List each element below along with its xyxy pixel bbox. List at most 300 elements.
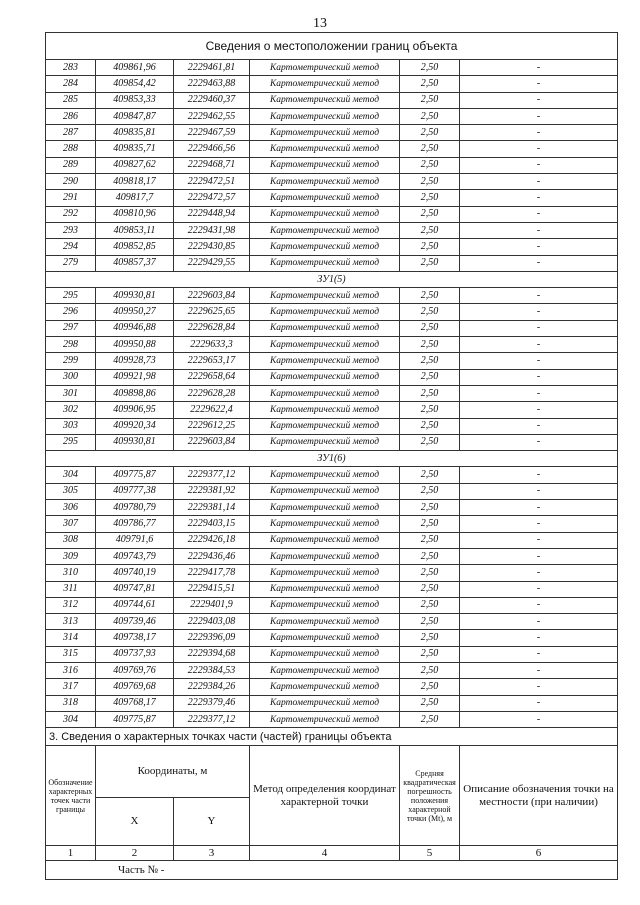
description: - bbox=[460, 222, 618, 238]
coord-x: 409739,46 bbox=[96, 614, 174, 630]
coord-y: 2229384,53 bbox=[174, 662, 250, 678]
point-number: 296 bbox=[46, 304, 96, 320]
description: - bbox=[460, 646, 618, 662]
description: - bbox=[460, 304, 618, 320]
point-number: 292 bbox=[46, 206, 96, 222]
description: - bbox=[460, 483, 618, 499]
accuracy: 2,50 bbox=[400, 581, 460, 597]
point-number: 313 bbox=[46, 614, 96, 630]
point-number: 311 bbox=[46, 581, 96, 597]
method: Картометрический метод bbox=[250, 369, 400, 385]
coord-y: 2229612,25 bbox=[174, 418, 250, 434]
accuracy: 2,50 bbox=[400, 320, 460, 336]
description: - bbox=[460, 369, 618, 385]
accuracy: 2,50 bbox=[400, 288, 460, 304]
boundary-table bbox=[45, 32, 618, 728]
description: - bbox=[460, 190, 618, 206]
accuracy: 2,50 bbox=[400, 125, 460, 141]
accuracy: 2,50 bbox=[400, 76, 460, 92]
header-accuracy: Средняя квадратическая погрешность положения характерной точки (Мt), м bbox=[400, 746, 460, 846]
accuracy: 2,50 bbox=[400, 255, 460, 271]
coord-y: 2229628,28 bbox=[174, 385, 250, 401]
accuracy: 2,50 bbox=[400, 369, 460, 385]
point-number: 315 bbox=[46, 646, 96, 662]
table-row bbox=[46, 337, 618, 353]
description: - bbox=[460, 141, 618, 157]
coord-y: 2229417,78 bbox=[174, 565, 250, 581]
table-row bbox=[46, 467, 618, 483]
description: - bbox=[460, 548, 618, 564]
table-row bbox=[46, 108, 618, 124]
table-row bbox=[46, 157, 618, 173]
method: Картометрический метод bbox=[250, 630, 400, 646]
point-number: 286 bbox=[46, 108, 96, 124]
point-number: 291 bbox=[46, 190, 96, 206]
coord-x: 409835,81 bbox=[96, 125, 174, 141]
coord-x: 409786,77 bbox=[96, 516, 174, 532]
coord-x: 409744,61 bbox=[96, 597, 174, 613]
method: Картометрический метод bbox=[250, 646, 400, 662]
point-number: 308 bbox=[46, 532, 96, 548]
section3-header-row bbox=[46, 746, 618, 798]
coord-y: 2229462,55 bbox=[174, 108, 250, 124]
table-row bbox=[46, 418, 618, 434]
method: Картометрический метод bbox=[250, 92, 400, 108]
point-number: 300 bbox=[46, 369, 96, 385]
method: Картометрический метод bbox=[250, 467, 400, 483]
header-method: Метод определения координат характерной точки bbox=[250, 746, 400, 846]
method: Картометрический метод bbox=[250, 434, 400, 450]
table-row bbox=[46, 369, 618, 385]
point-number: 304 bbox=[46, 467, 96, 483]
accuracy: 2,50 bbox=[400, 108, 460, 124]
description: - bbox=[460, 434, 618, 450]
coord-x: 409835,71 bbox=[96, 141, 174, 157]
description: - bbox=[460, 565, 618, 581]
method: Картометрический метод bbox=[250, 353, 400, 369]
coord-y: 2229415,51 bbox=[174, 581, 250, 597]
description: - bbox=[460, 418, 618, 434]
coord-y: 2229603,84 bbox=[174, 288, 250, 304]
coord-x: 409921,98 bbox=[96, 369, 174, 385]
table-row bbox=[46, 483, 618, 499]
accuracy: 2,50 bbox=[400, 385, 460, 401]
method: Картометрический метод bbox=[250, 141, 400, 157]
coord-y: 2229396,09 bbox=[174, 630, 250, 646]
coord-x: 409946,88 bbox=[96, 320, 174, 336]
description: - bbox=[460, 76, 618, 92]
coord-y: 2229622,4 bbox=[174, 402, 250, 418]
part-label: Часть № - bbox=[118, 864, 165, 877]
group-label: ЗУ1(6) bbox=[46, 451, 618, 467]
accuracy: 2,50 bbox=[400, 304, 460, 320]
table-row bbox=[46, 60, 618, 76]
accuracy: 2,50 bbox=[400, 418, 460, 434]
coord-x: 409769,68 bbox=[96, 679, 174, 695]
point-number: 290 bbox=[46, 174, 96, 190]
accuracy: 2,50 bbox=[400, 434, 460, 450]
description: - bbox=[460, 500, 618, 516]
method: Картометрический метод bbox=[250, 532, 400, 548]
method: Картометрический метод bbox=[250, 500, 400, 516]
description: - bbox=[460, 597, 618, 613]
accuracy: 2,50 bbox=[400, 239, 460, 255]
method: Картометрический метод bbox=[250, 402, 400, 418]
section-title: Сведения о местоположении границ объекта bbox=[46, 33, 618, 60]
accuracy: 2,50 bbox=[400, 711, 460, 727]
part-row bbox=[46, 861, 618, 880]
column-number: 2 bbox=[96, 846, 174, 861]
table-row bbox=[46, 385, 618, 401]
method: Картометрический метод bbox=[250, 108, 400, 124]
method: Картометрический метод bbox=[250, 385, 400, 401]
point-number: 285 bbox=[46, 92, 96, 108]
table-row bbox=[46, 222, 618, 238]
coord-y: 2229460,37 bbox=[174, 92, 250, 108]
description: - bbox=[460, 532, 618, 548]
coord-x: 409847,87 bbox=[96, 108, 174, 124]
point-number: 316 bbox=[46, 662, 96, 678]
description: - bbox=[460, 239, 618, 255]
method: Картометрический метод bbox=[250, 157, 400, 173]
column-number: 5 bbox=[400, 846, 460, 861]
coord-x: 409950,88 bbox=[96, 337, 174, 353]
column-number: 4 bbox=[250, 846, 400, 861]
coord-x: 409780,79 bbox=[96, 500, 174, 516]
column-number: 6 bbox=[460, 846, 618, 861]
column-number-row bbox=[46, 846, 618, 861]
coord-y: 2229633,3 bbox=[174, 337, 250, 353]
coord-y: 2229430,85 bbox=[174, 239, 250, 255]
description: - bbox=[460, 353, 618, 369]
coord-x: 409920,34 bbox=[96, 418, 174, 434]
method: Картометрический метод bbox=[250, 597, 400, 613]
description: - bbox=[460, 402, 618, 418]
coord-y: 2229377,12 bbox=[174, 711, 250, 727]
coord-x: 409853,11 bbox=[96, 222, 174, 238]
description: - bbox=[460, 108, 618, 124]
description: - bbox=[460, 157, 618, 173]
coord-x: 409930,81 bbox=[96, 434, 174, 450]
method: Картометрический метод bbox=[250, 695, 400, 711]
table-row bbox=[46, 434, 618, 450]
accuracy: 2,50 bbox=[400, 483, 460, 499]
description: - bbox=[460, 385, 618, 401]
coord-y: 2229403,08 bbox=[174, 614, 250, 630]
description: - bbox=[460, 581, 618, 597]
coord-y: 2229628,84 bbox=[174, 320, 250, 336]
coord-x: 409852,85 bbox=[96, 239, 174, 255]
coord-x: 409861,96 bbox=[96, 60, 174, 76]
description: - bbox=[460, 516, 618, 532]
header-coordinates: Координаты, м bbox=[96, 746, 250, 798]
coord-y: 2229466,56 bbox=[174, 141, 250, 157]
description: - bbox=[460, 288, 618, 304]
section3-table bbox=[45, 728, 618, 880]
accuracy: 2,50 bbox=[400, 695, 460, 711]
accuracy: 2,50 bbox=[400, 222, 460, 238]
coord-x: 409930,81 bbox=[96, 288, 174, 304]
coord-x: 409817,7 bbox=[96, 190, 174, 206]
method: Картометрический метод bbox=[250, 581, 400, 597]
point-number: 297 bbox=[46, 320, 96, 336]
coord-x: 409737,93 bbox=[96, 646, 174, 662]
method: Картометрический метод bbox=[250, 565, 400, 581]
coord-x: 409810,96 bbox=[96, 206, 174, 222]
coord-y: 2229403,15 bbox=[174, 516, 250, 532]
point-number: 284 bbox=[46, 76, 96, 92]
description: - bbox=[460, 337, 618, 353]
coord-y: 2229384,26 bbox=[174, 679, 250, 695]
description: - bbox=[460, 662, 618, 678]
table-row bbox=[46, 630, 618, 646]
coord-x: 409928,73 bbox=[96, 353, 174, 369]
coord-x: 409743,79 bbox=[96, 548, 174, 564]
accuracy: 2,50 bbox=[400, 190, 460, 206]
boundary-sheet bbox=[45, 32, 617, 880]
method: Картометрический метод bbox=[250, 614, 400, 630]
table-row bbox=[46, 288, 618, 304]
coord-x: 409777,38 bbox=[96, 483, 174, 499]
table-row bbox=[46, 141, 618, 157]
point-number: 279 bbox=[46, 255, 96, 271]
table-row bbox=[46, 353, 618, 369]
accuracy: 2,50 bbox=[400, 548, 460, 564]
coord-y: 2229468,71 bbox=[174, 157, 250, 173]
point-number: 283 bbox=[46, 60, 96, 76]
coord-y: 2229658,64 bbox=[174, 369, 250, 385]
method: Картометрический метод bbox=[250, 662, 400, 678]
coord-x: 409898,86 bbox=[96, 385, 174, 401]
accuracy: 2,50 bbox=[400, 516, 460, 532]
description: - bbox=[460, 630, 618, 646]
method: Картометрический метод bbox=[250, 206, 400, 222]
accuracy: 2,50 bbox=[400, 679, 460, 695]
coord-y: 2229461,81 bbox=[174, 60, 250, 76]
coord-x: 409827,62 bbox=[96, 157, 174, 173]
coord-y: 2229653,17 bbox=[174, 353, 250, 369]
coord-y: 2229463,88 bbox=[174, 76, 250, 92]
header-point: Обозначение характерных точек части границы bbox=[46, 746, 96, 846]
coord-y: 2229467,59 bbox=[174, 125, 250, 141]
table-row bbox=[46, 255, 618, 271]
description: - bbox=[460, 125, 618, 141]
point-number: 287 bbox=[46, 125, 96, 141]
point-number: 295 bbox=[46, 434, 96, 450]
page-number: 13 bbox=[313, 16, 327, 31]
table-row bbox=[46, 581, 618, 597]
table-row bbox=[46, 76, 618, 92]
point-number: 307 bbox=[46, 516, 96, 532]
coord-x: 409853,33 bbox=[96, 92, 174, 108]
table-row bbox=[46, 92, 618, 108]
accuracy: 2,50 bbox=[400, 337, 460, 353]
accuracy: 2,50 bbox=[400, 206, 460, 222]
description: - bbox=[460, 467, 618, 483]
accuracy: 2,50 bbox=[400, 157, 460, 173]
accuracy: 2,50 bbox=[400, 60, 460, 76]
accuracy: 2,50 bbox=[400, 597, 460, 613]
accuracy: 2,50 bbox=[400, 532, 460, 548]
point-number: 310 bbox=[46, 565, 96, 581]
method: Картометрический метод bbox=[250, 76, 400, 92]
table-row bbox=[46, 125, 618, 141]
method: Картометрический метод bbox=[250, 288, 400, 304]
point-number: 294 bbox=[46, 239, 96, 255]
point-number: 305 bbox=[46, 483, 96, 499]
point-number: 317 bbox=[46, 679, 96, 695]
coord-x: 409775,87 bbox=[96, 467, 174, 483]
table-row bbox=[46, 662, 618, 678]
column-number: 1 bbox=[46, 846, 96, 861]
point-number: 312 bbox=[46, 597, 96, 613]
header-description: Описание обозначения точки на местности (при наличии) bbox=[460, 746, 618, 846]
method: Картометрический метод bbox=[250, 516, 400, 532]
table-row bbox=[46, 500, 618, 516]
description: - bbox=[460, 695, 618, 711]
coord-x: 409857,37 bbox=[96, 255, 174, 271]
table-row bbox=[46, 206, 618, 222]
table-row bbox=[46, 565, 618, 581]
method: Картометрический метод bbox=[250, 190, 400, 206]
section3-title-row bbox=[46, 728, 618, 746]
description: - bbox=[460, 206, 618, 222]
group-label: ЗУ1(5) bbox=[46, 271, 618, 287]
point-number: 298 bbox=[46, 337, 96, 353]
method: Картометрический метод bbox=[250, 255, 400, 271]
accuracy: 2,50 bbox=[400, 174, 460, 190]
coord-y: 2229436,46 bbox=[174, 548, 250, 564]
point-number: 301 bbox=[46, 385, 96, 401]
point-number: 303 bbox=[46, 418, 96, 434]
table-row bbox=[46, 711, 618, 727]
header-y: Y bbox=[174, 798, 250, 846]
method: Картометрический метод bbox=[250, 711, 400, 727]
accuracy: 2,50 bbox=[400, 353, 460, 369]
coord-y: 2229625,65 bbox=[174, 304, 250, 320]
table-row bbox=[46, 174, 618, 190]
table-row bbox=[46, 548, 618, 564]
coord-y: 2229431,98 bbox=[174, 222, 250, 238]
header-x: X bbox=[96, 798, 174, 846]
coord-x: 409854,42 bbox=[96, 76, 174, 92]
description: - bbox=[460, 679, 618, 695]
coord-x: 409950,27 bbox=[96, 304, 174, 320]
table-row bbox=[46, 239, 618, 255]
table-row bbox=[46, 402, 618, 418]
section3-title: 3. Сведения о характерных точках части (частей) границы объекта bbox=[46, 728, 618, 746]
coord-y: 2229401,9 bbox=[174, 597, 250, 613]
description: - bbox=[460, 614, 618, 630]
column-number: 3 bbox=[174, 846, 250, 861]
method: Картометрический метод bbox=[250, 304, 400, 320]
table-row bbox=[46, 190, 618, 206]
point-number: 302 bbox=[46, 402, 96, 418]
coord-x: 409747,81 bbox=[96, 581, 174, 597]
coord-y: 2229377,12 bbox=[174, 467, 250, 483]
table-row bbox=[46, 614, 618, 630]
coord-y: 2229472,51 bbox=[174, 174, 250, 190]
point-number: 293 bbox=[46, 222, 96, 238]
coord-y: 2229426,18 bbox=[174, 532, 250, 548]
method: Картометрический метод bbox=[250, 222, 400, 238]
point-number: 289 bbox=[46, 157, 96, 173]
table-row bbox=[46, 516, 618, 532]
point-number: 299 bbox=[46, 353, 96, 369]
accuracy: 2,50 bbox=[400, 662, 460, 678]
description: - bbox=[460, 320, 618, 336]
coord-y: 2229394,68 bbox=[174, 646, 250, 662]
method: Картометрический метод bbox=[250, 60, 400, 76]
description: - bbox=[460, 255, 618, 271]
table-row bbox=[46, 597, 618, 613]
point-number: 306 bbox=[46, 500, 96, 516]
accuracy: 2,50 bbox=[400, 402, 460, 418]
method: Картометрический метод bbox=[250, 239, 400, 255]
coord-y: 2229448,94 bbox=[174, 206, 250, 222]
accuracy: 2,50 bbox=[400, 467, 460, 483]
section-title-row bbox=[46, 33, 618, 60]
method: Картометрический метод bbox=[250, 174, 400, 190]
table-row bbox=[46, 695, 618, 711]
coord-y: 2229381,92 bbox=[174, 483, 250, 499]
accuracy: 2,50 bbox=[400, 646, 460, 662]
coord-y: 2229603,84 bbox=[174, 434, 250, 450]
coord-x: 409906,95 bbox=[96, 402, 174, 418]
description: - bbox=[460, 711, 618, 727]
accuracy: 2,50 bbox=[400, 92, 460, 108]
coord-x: 409791,6 bbox=[96, 532, 174, 548]
coord-x: 409768,17 bbox=[96, 695, 174, 711]
method: Картометрический метод bbox=[250, 548, 400, 564]
group-header-row bbox=[46, 451, 618, 467]
coord-x: 409740,19 bbox=[96, 565, 174, 581]
coord-y: 2229379,46 bbox=[174, 695, 250, 711]
point-number: 309 bbox=[46, 548, 96, 564]
method: Картометрический метод bbox=[250, 483, 400, 499]
table-row bbox=[46, 679, 618, 695]
coord-x: 409775,87 bbox=[96, 711, 174, 727]
coord-y: 2229381,14 bbox=[174, 500, 250, 516]
accuracy: 2,50 bbox=[400, 500, 460, 516]
group-header-row bbox=[46, 271, 618, 287]
table-row bbox=[46, 532, 618, 548]
table-row bbox=[46, 646, 618, 662]
description: - bbox=[460, 92, 618, 108]
point-number: 314 bbox=[46, 630, 96, 646]
coord-x: 409738,17 bbox=[96, 630, 174, 646]
description: - bbox=[460, 174, 618, 190]
coord-y: 2229472,57 bbox=[174, 190, 250, 206]
method: Картометрический метод bbox=[250, 320, 400, 336]
table-row bbox=[46, 304, 618, 320]
accuracy: 2,50 bbox=[400, 141, 460, 157]
coord-x: 409769,76 bbox=[96, 662, 174, 678]
point-number: 318 bbox=[46, 695, 96, 711]
method: Картометрический метод bbox=[250, 418, 400, 434]
coord-y: 2229429,55 bbox=[174, 255, 250, 271]
method: Картометрический метод bbox=[250, 679, 400, 695]
method: Картометрический метод bbox=[250, 125, 400, 141]
point-number: 295 bbox=[46, 288, 96, 304]
point-number: 288 bbox=[46, 141, 96, 157]
table-row bbox=[46, 320, 618, 336]
point-number: 304 bbox=[46, 711, 96, 727]
accuracy: 2,50 bbox=[400, 630, 460, 646]
accuracy: 2,50 bbox=[400, 565, 460, 581]
description: - bbox=[460, 60, 618, 76]
method: Картометрический метод bbox=[250, 337, 400, 353]
